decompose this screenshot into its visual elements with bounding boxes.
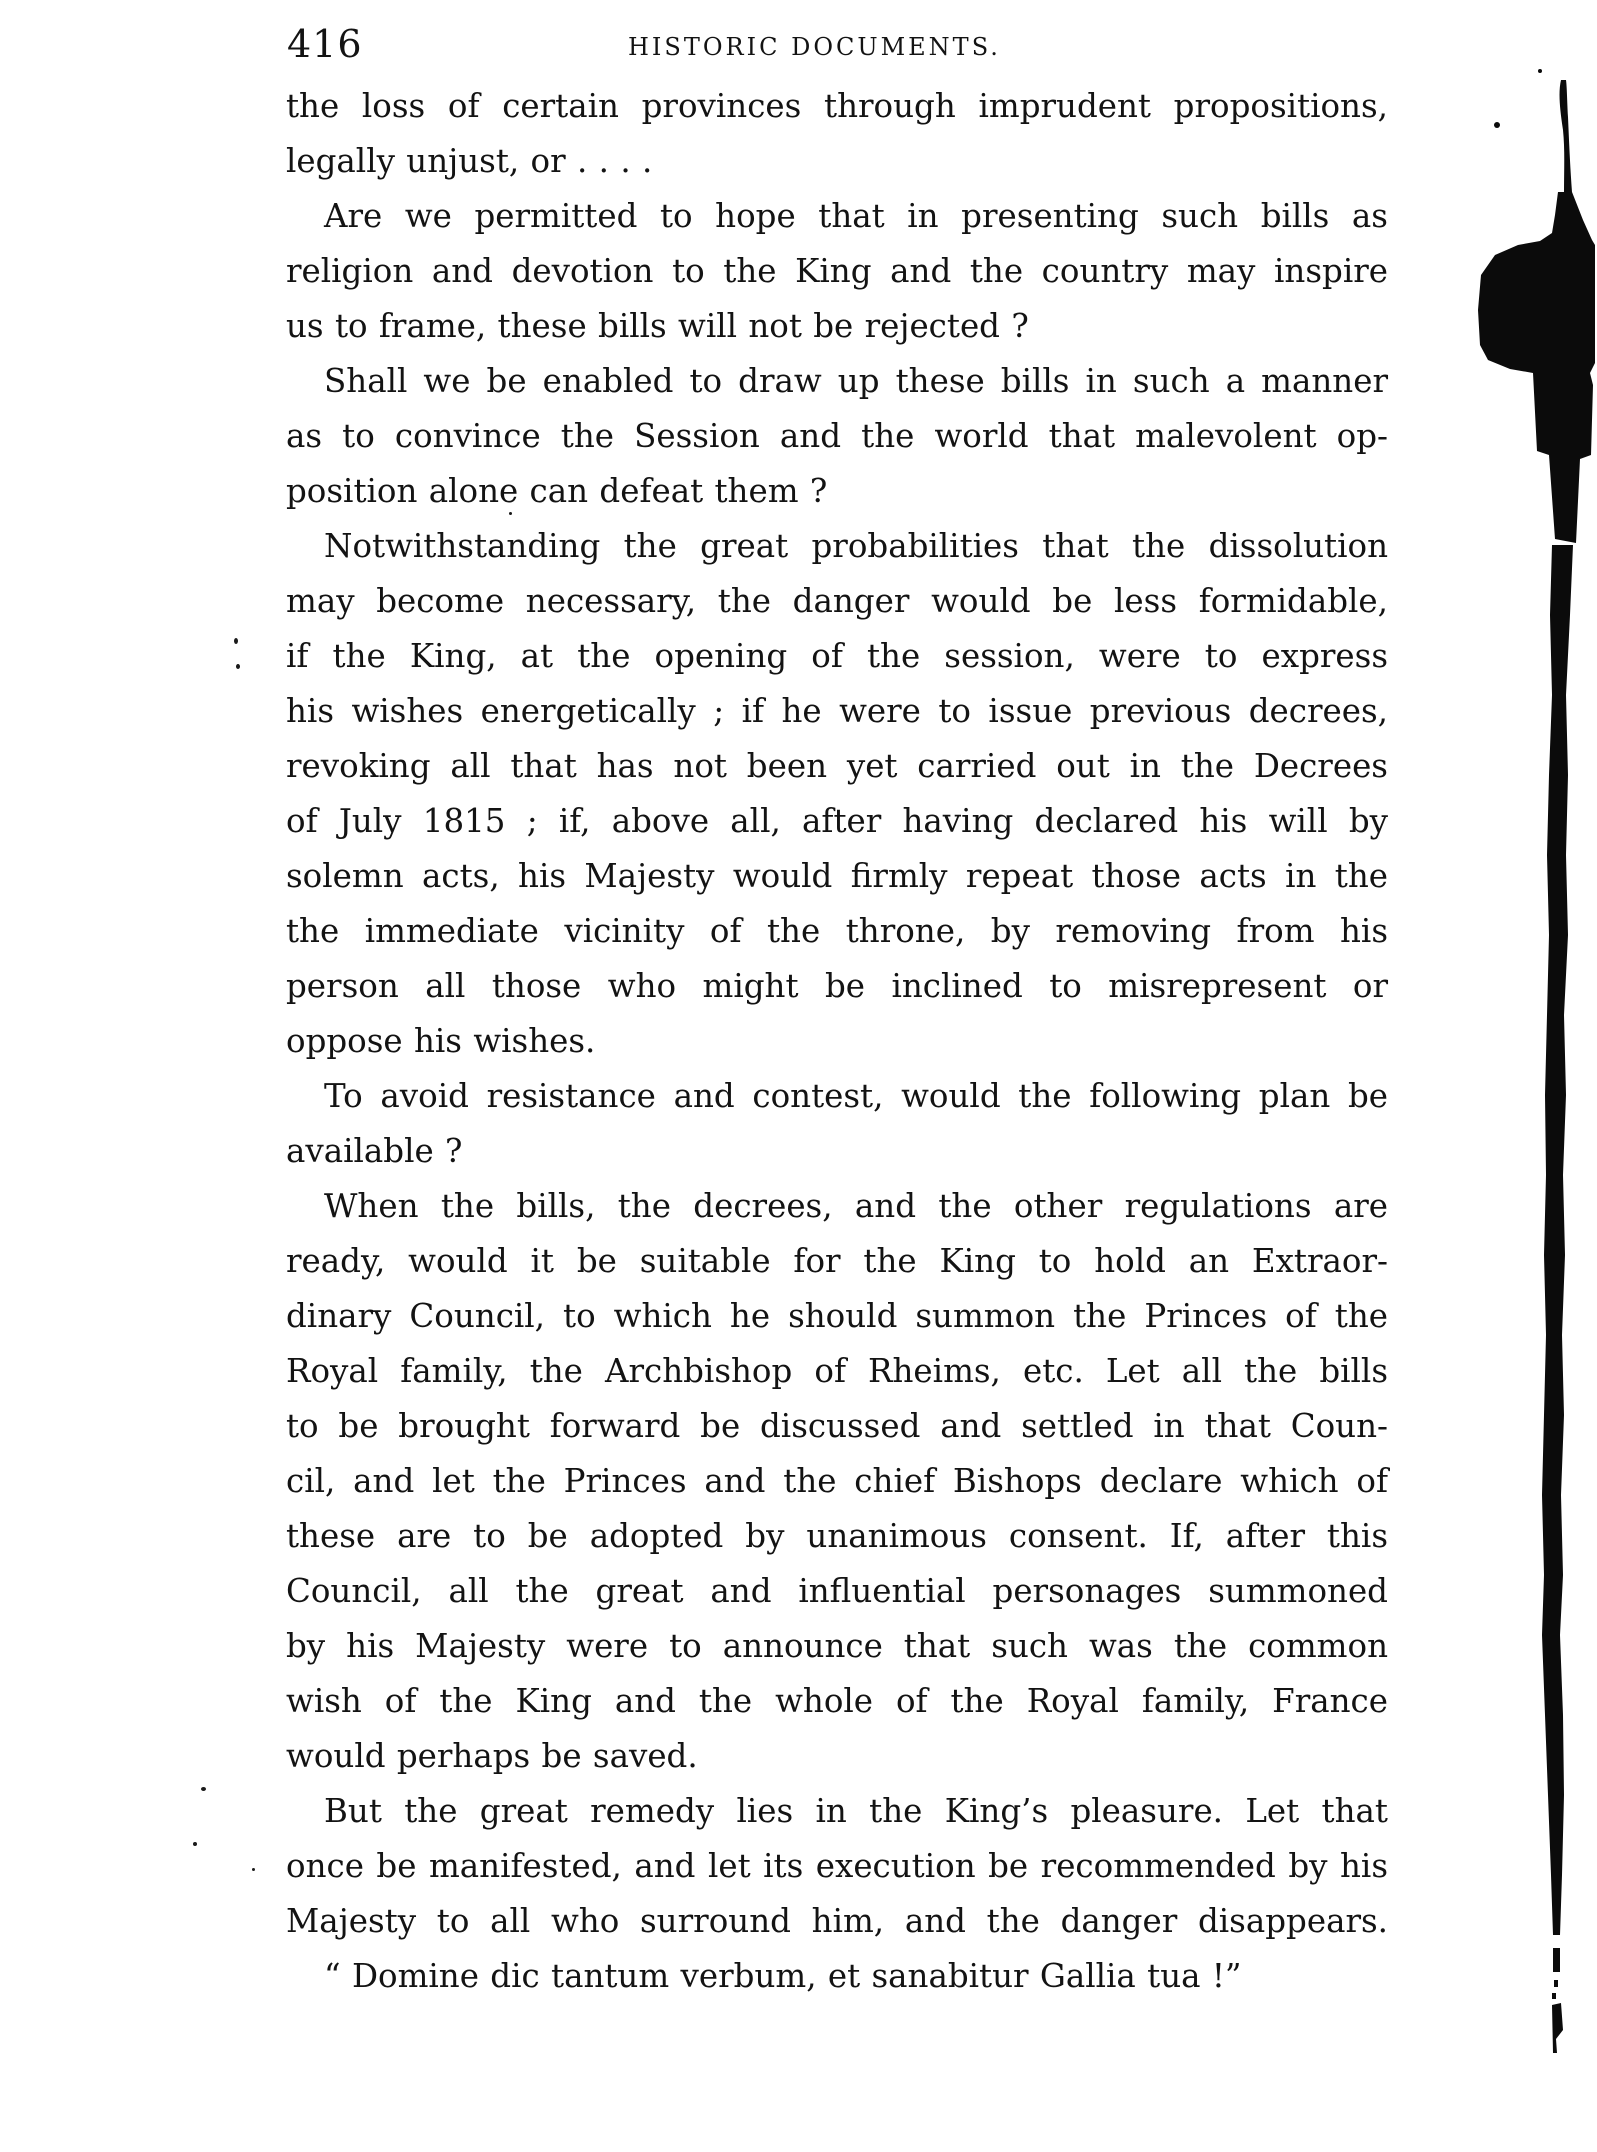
scan-speck (193, 1842, 197, 1846)
page-text-block (286, 79, 1388, 2004)
text-line: Shall we be enabled to draw up these bills in such a manner (324, 362, 1388, 400)
text-line: by his Majesty were to announce that such was the common (286, 1627, 1388, 1665)
text-line: dinary Council, to which he should summon the Princes of the (286, 1297, 1388, 1335)
scan-speck (252, 1868, 255, 1871)
text-line: to be brought forward be discussed and settled in that Coun- (286, 1407, 1388, 1445)
text-line: once be manifested, and let its execution be recommended by his (286, 1847, 1388, 1885)
text-line: available ? (286, 1132, 463, 1170)
text-line: of July 1815 ; if, above all, after having declared his will by (286, 802, 1388, 840)
text-line: But the great remedy lies in the King’s pleasure. Let that (324, 1792, 1388, 1830)
scan-speck (234, 638, 238, 644)
text-line: When the bills, the decrees, and the other regulations are (324, 1187, 1388, 1225)
text-line: To avoid resistance and contest, would the following plan be (324, 1077, 1388, 1115)
text-line: Are we permitted to hope that in presenting such bills as (324, 197, 1388, 235)
text-line: Notwithstanding the great probabilities that the dissolution (324, 527, 1388, 565)
text-line: solemn acts, his Majesty would firmly repeat those acts in the (286, 857, 1388, 895)
text-line: his wishes energetically ; if he were to issue previous decrees, (286, 692, 1388, 730)
text-line: Majesty to all who surround him, and the danger disappears. (286, 1902, 1388, 1940)
text-line: may become necessary, the danger would be less formidable, (286, 582, 1388, 620)
text-line: the immediate vicinity of the throne, by removing from his (286, 912, 1388, 950)
page-number: 416 (287, 22, 363, 66)
text-line: person all those who might be inclined to misrepresent or (286, 967, 1388, 1005)
text-line: revoking all that has not been yet carried out in the Decrees (286, 747, 1388, 785)
text-line: these are to be adopted by unanimous consent. If, after this (286, 1517, 1388, 1555)
text-line: wish of the King and the whole of the Royal family, France (286, 1682, 1388, 1720)
text-line: as to convince the Session and the world that malevolent op- (286, 417, 1388, 455)
running-head: HISTORIC DOCUMENTS. (628, 33, 1001, 61)
text-line: legally unjust, or . . . . (286, 142, 653, 180)
text-line: Royal family, the Archbishop of Rheims, etc. Let all the bills (286, 1352, 1388, 1390)
text-line: if the King, at the opening of the session, were to express (286, 637, 1388, 675)
text-line: us to frame, these bills will not be rejected ? (286, 307, 1029, 345)
text-line: “ Domine dic tantum verbum, et sanabitur Gallia tua !” (324, 1957, 1242, 1995)
text-line: position alone can defeat them ? (286, 472, 828, 510)
text-line: cil, and let the Princes and the chief Bishops declare which of (286, 1462, 1388, 1500)
text-line: ready, would it be suitable for the King to hold an Extraor- (286, 1242, 1388, 1280)
ink-smear-artifact (1440, 55, 1597, 2055)
scan-speck (236, 664, 240, 669)
text-line: religion and devotion to the King and the country may inspire (286, 252, 1388, 290)
text-line: oppose his wishes. (286, 1022, 596, 1060)
text-line: Council, all the great and influential personages summoned (286, 1572, 1388, 1610)
text-line: the loss of certain provinces through imprudent propositions, (286, 87, 1388, 125)
scan-speck (509, 512, 512, 515)
scan-speck (201, 1787, 206, 1791)
text-line: would perhaps be saved. (286, 1737, 698, 1775)
